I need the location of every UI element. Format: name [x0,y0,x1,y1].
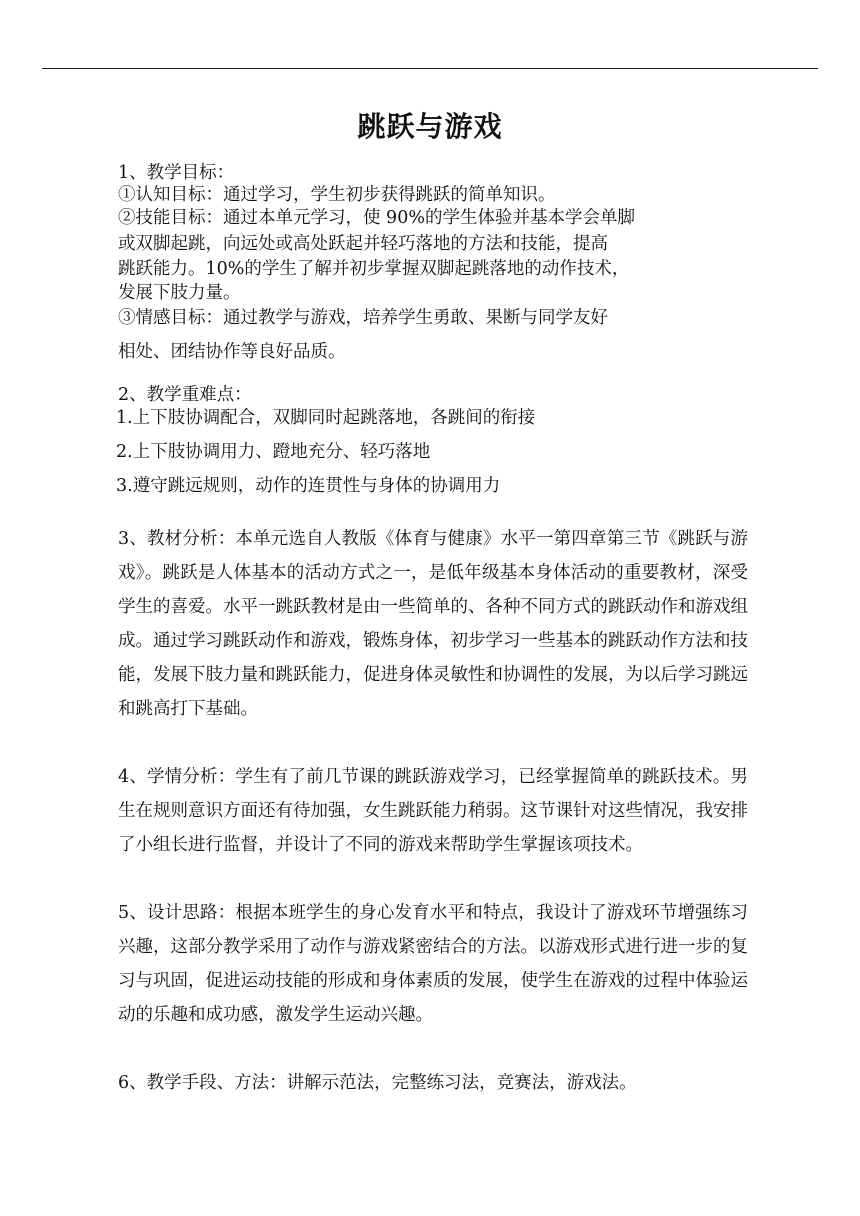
key-points-heading: 2、教学重难点： [118,385,252,405]
header-rule [42,68,818,69]
affective-goal-line: ③情感目标：通过教学与游戏，培养学生勇敢、果断与同学友好 [118,308,608,328]
skill-goal-line: ②技能目标：通过本单元学习，使 90%的学生体验并基本学会单脚 [118,208,635,228]
skill-goal-line: 跳跃能力。10%的学生了解并初步掌握双脚起跳落地的动作技术， [118,259,630,279]
goals-heading: 1、教学目标： [118,163,235,183]
student-analysis: 4、学情分析：学生有了前几节课的跳跃游戏学习，已经掌握简单的跳跃技术。男生在规则意识方面还有待加强，女生跳跃能力稍弱。这节课针对这些情况，我安排了小组长进行监督，并设计了不同的游戏来帮助学生掌握该项技术。 [118,767,748,855]
skill-goal-line: 发展下肢力量。 [118,283,241,303]
affective-goal-line: 相处、团结协作等良好品质。 [118,342,346,362]
design-idea: 5、设计思路：根据本班学生的身心发育水平和特点，我设计了游戏环节增强练习兴趣，这部分教学采用了动作与游戏紧密结合的方法。以游戏形式进行进一步的复习与巩固，促进运动技能的形成和身体素质的发展，使学生在游戏的过程中体验运动的乐趣和成功感，激发学生运动兴趣。 [118,903,748,1025]
key-point-item: 3.遵守跳远规则，动作的连贯性与身体的协调用力 [116,476,501,496]
cognitive-goal: ①认知目标：通过学习，学生初步获得跳跃的简单知识。 [118,185,556,205]
textbook-analysis: 3、教材分析：本单元选自人教版《体育与健康》水平一第四章第三节《跳跃与游戏》。跳跃是人体基本的活动方式之一，是低年级基本身体活动的重要教材，深受学生的喜爱。水平一跳跃教材是由一些简单的、各种不同方式的跳跃动作和游戏组成。通过学习跳跃动作和游戏，锻炼身体，初步学习一些基本的跳跃动作方法和技能，发展下肢力量和跳跃能力，促进身体灵敏性和协调性的发展，为以后学习跳远和跳高打下基础。 [118,529,748,719]
page-title: 跳跃与游戏 [357,110,503,143]
key-point-item: 1.上下肢协调配合，双脚同时起跳落地，各跳间的衔接 [116,408,536,428]
key-point-item: 2.上下肢协调用力、蹬地充分、轻巧落地 [116,442,431,462]
skill-goal-line: 或双脚起跳，向远处或高处跃起并轻巧落地的方法和技能，提高 [118,234,608,254]
teaching-methods: 6、教学手段、方法：讲解示范法，完整练习法，竞赛法，游戏法。 [118,1073,637,1093]
